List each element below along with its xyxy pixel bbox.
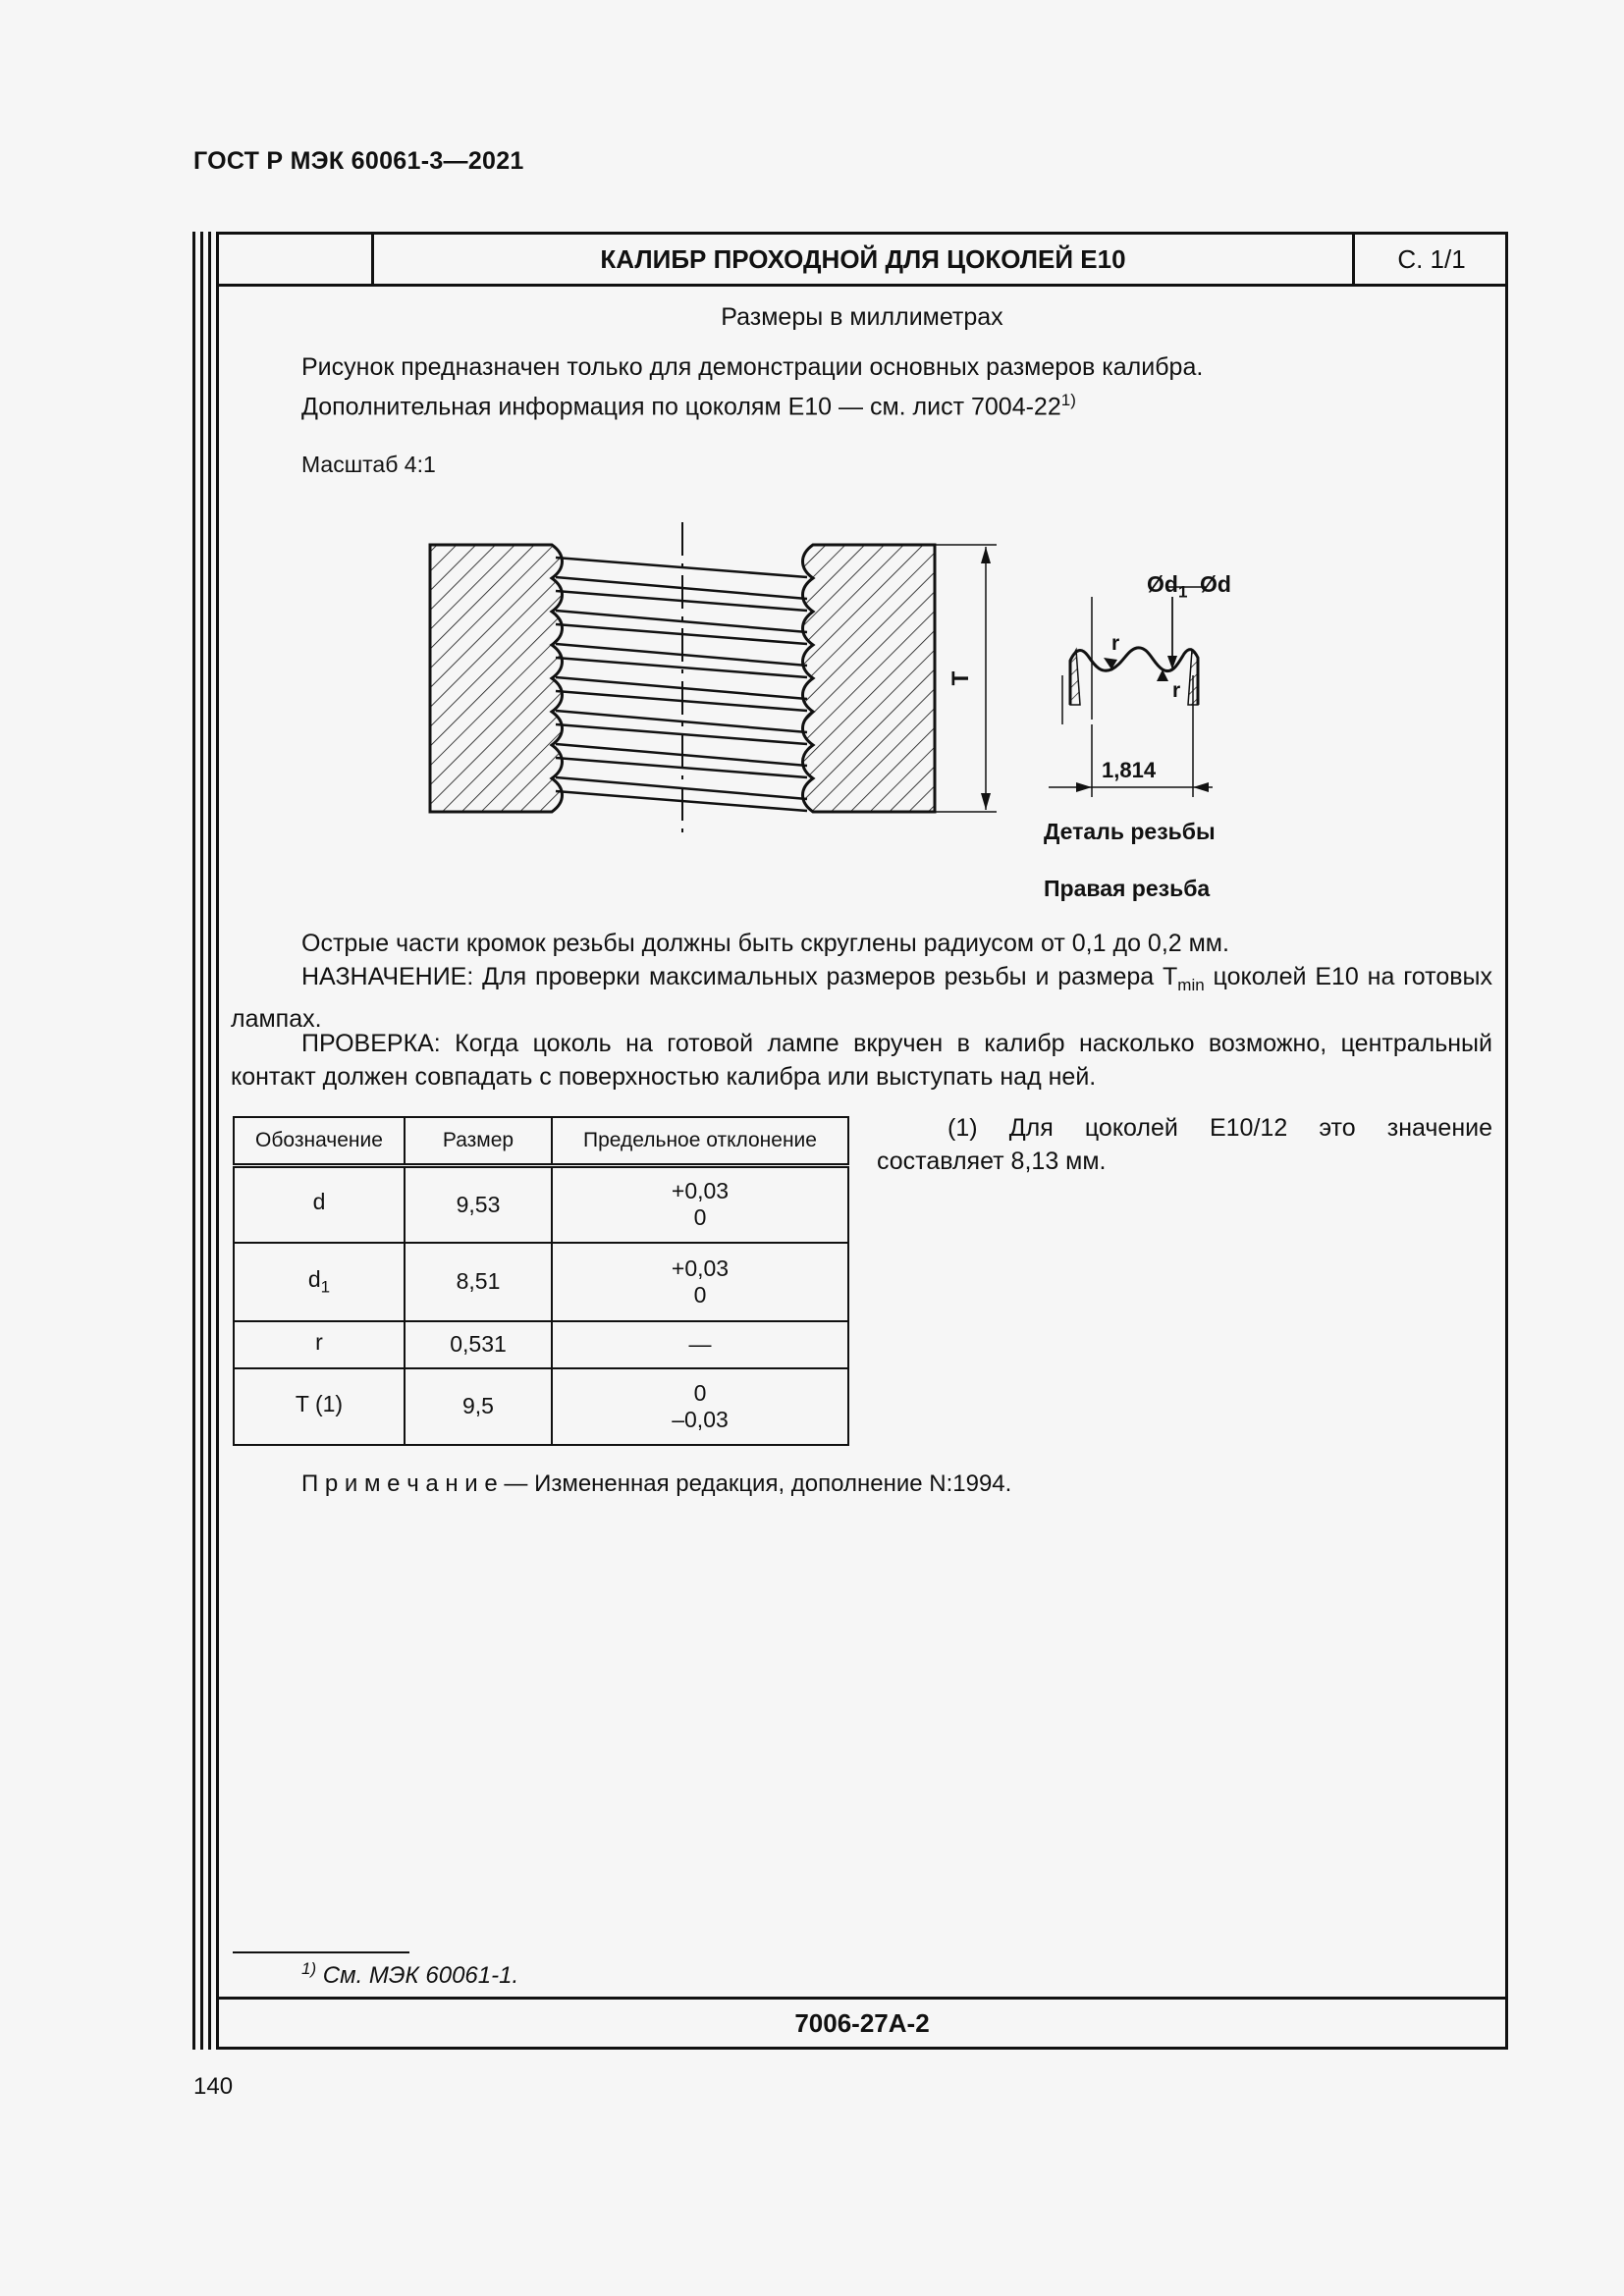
thread-detail-drawing [1041,567,1257,803]
paragraph-check: ПРОВЕРКА: Когда цоколь на готовой лампе вкручен в калибр насколько возможно, центральный контакт должен совпадать с поверхностью калибра или выступать над ней. [231,1030,1492,1091]
document-title: ГОСТ Р МЭК 60061-3—2021 [193,147,524,175]
binding-line [208,232,211,2050]
table-row: T (1) 9,5 0 –0,03 [234,1368,848,1445]
diameter-d-label: Ød [1200,571,1231,597]
binding-line [200,232,203,2050]
header-divider [219,284,1505,287]
diameter-d1-label: $Ød_1$ [1147,571,1188,602]
radius-label-bottom: r [1172,679,1181,702]
sheet-number: 7006-27A-2 [794,2008,930,2038]
thread-direction-caption: Правая резьба [1044,876,1211,901]
dimensions-note: Размеры в миллиметрах [721,303,1003,331]
intro-line-2 [301,384,1480,423]
intro-line-1: Рисунок предназначен только для демонстрации основных размеров калибра. [301,353,1204,381]
table-header: Обозначение [234,1117,405,1166]
dimension-t-label: T [947,670,974,686]
binding-line [192,232,195,2050]
table-row: d 9,53 +0,03 0 [234,1166,848,1243]
intro-text: Дополнительная информация по цоколям E10 — см. лист 7004-22 [301,393,1061,421]
gauge-wall-right [803,545,936,812]
page-number: 140 [193,2073,234,2100]
footnote: $^{1)}$ См. МЭК 60061-1. [301,1959,519,1989]
footnote-reference: 1) [1060,391,1076,409]
footnote-rule [233,1951,409,1953]
paragraph-purpose: НАЗНАЧЕНИЕ: Для проверки максимальных размеров резьбы и размера $T_{min}$ цоколей E10 на готовых лампах. [231,963,1492,1033]
gauge-wall-left [430,545,563,812]
table-row: $d_1$ 8,51 +0,03 0 [234,1243,848,1321]
table-header: Размер [405,1117,552,1166]
radius-label-top: r [1111,632,1120,655]
table-row: r 0,531 — [234,1321,848,1368]
table-header: Предельное отклонение [552,1117,848,1166]
dimensions-table [233,1116,849,1446]
note: П р и м е ч а н и е — Измененная редакция, дополнение N:1994. [301,1470,1012,1497]
page-reference: С. 1/1 [1397,243,1466,274]
gauge-section-drawing [422,520,1011,854]
pitch-label: 1,814 [1102,758,1157,782]
detail-caption: Деталь резьбы [1044,819,1216,844]
paragraph-edges: Острые части кромок резьбы должны быть скруглены радиусом от 0,1 до 0,2 мм. [301,930,1229,957]
scale-label: Масштаб 4:1 [301,452,436,477]
sheet-title: КАЛИБР ПРОХОДНОЙ ДЛЯ ЦОКОЛЕЙ E10 [600,243,1126,274]
side-note: (1) Для цоколей E10/12 это значение составляет 8,13 мм. [877,1114,1492,1175]
